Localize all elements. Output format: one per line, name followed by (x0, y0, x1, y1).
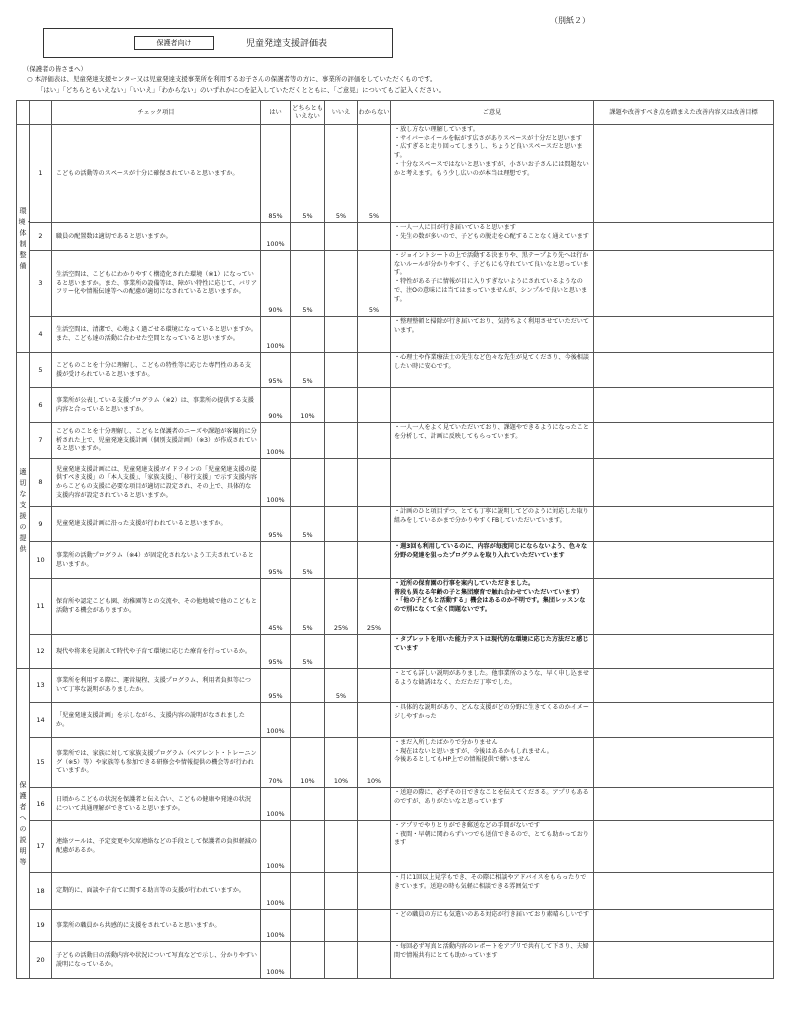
unknown-percent (358, 459, 391, 507)
table-row (17, 423, 774, 459)
unknown-percent (358, 388, 391, 423)
yes-percent: 100% (261, 223, 291, 251)
check-item-text: 事業所の活動プログラム（※4）が固定化されないよう工夫されていると思いますか。 (52, 542, 261, 579)
yes-percent: 100% (261, 423, 291, 459)
item-number: 3 (30, 251, 52, 317)
item-number: 11 (30, 579, 52, 635)
opinion-text: ・週3回も利用しているのに、内容が毎度同じにならないよう、色々な分野の発達を狙ったプログラムを取り入れていただいています (391, 542, 594, 579)
yes-percent: 95% (261, 507, 291, 542)
item-number: 6 (30, 388, 52, 423)
neither-percent (291, 703, 325, 738)
improvement-cell (594, 942, 774, 979)
opinion-text: ・具体的な説明があり、どんな支援がどの分野に生きてくるのかイメージしやすかった (391, 703, 594, 738)
yes-percent: 100% (261, 703, 291, 738)
no-percent (325, 821, 358, 873)
header-improvement: 課題や改善すべき点を踏まえた改善内容又は改善目標 (594, 101, 774, 125)
opinion-text: ・一人一人をよく見ていただいており、課題やできるようになったことを分析して、計画に反映してもらっています。 (391, 423, 594, 459)
no-percent (325, 873, 358, 910)
item-number: 20 (30, 942, 52, 979)
header-unknown: わからない (358, 101, 391, 125)
neither-percent: 5% (291, 542, 325, 579)
document-label: （別紙２） (550, 16, 590, 25)
check-item-text: 事業所では、家族に対して家族支援プログラム（ペアレント・トレーニング（※5）等）や家族等も参加できる研修会や情報提供の機会等が行われていますか。 (52, 738, 261, 788)
check-item-text: 事業所の職員から共感的に支援をされていると思いますか。 (52, 910, 261, 942)
table-row (17, 388, 774, 423)
yes-percent: 70% (261, 738, 291, 788)
check-item-text: 児童発達支援計画には、児童発達支援ガイドラインの「児童発達支援の提供すべき支援」の「本人支援」、「家族支援」、「移行支援」で示す支援内容からこどもの支援に必要な項目が適切に設定され、その上で、具体的な支援内容が設定されていると思いますか。 (52, 459, 261, 507)
opinion-text: ・送迎の際に、必ずその日できなことを伝えてくださる。アプリもあるのですが、ありがたいなと思っています (391, 788, 594, 821)
yes-percent: 100% (261, 459, 291, 507)
unknown-percent (358, 873, 391, 910)
yes-percent: 95% (261, 353, 291, 388)
no-percent (325, 635, 358, 669)
category-label: 適切な支援の提供 (19, 467, 27, 553)
yes-percent: 85% (261, 125, 291, 223)
check-item-text: 「児童発達支援計画」を示しながら、支援内容の説明がなされましたか。 (52, 703, 261, 738)
check-item-text: 児童発達支援計画に沿った支援が行われていると思いますか。 (52, 507, 261, 542)
table-row (17, 738, 774, 788)
opinion-text: ・アプリでやりとりができ郵送などの手間がないです ・夜間・早朝に関わらずいつでも送信できるので、とても助かっております (391, 821, 594, 873)
header-no: いいえ (325, 101, 358, 125)
item-number: 18 (30, 873, 52, 910)
opinion-text: ・月に1回以上見学もでき、その際に相談やアドバイスをもらったりできています。送迎の時も気軽に相談できる雰囲気です (391, 873, 594, 910)
yes-percent: 100% (261, 910, 291, 942)
opinion-text: ・毎回必ず写真と活動内容のレポートをアプリで共有して下さり、夫婦間で情報共有にとても助かっています (391, 942, 594, 979)
neither-percent: 5% (291, 579, 325, 635)
no-percent (325, 388, 358, 423)
improvement-cell (594, 317, 774, 353)
check-item-text: 生活空間は、清潔で、心地よく過ごせる環境になっていると思いますか。また、こども達の活動に合わせた空間となっていると思いますか。 (52, 317, 261, 353)
neither-percent (291, 873, 325, 910)
neither-percent: 5% (291, 635, 325, 669)
unknown-percent: 25% (358, 579, 391, 635)
table-row (17, 125, 774, 223)
item-number: 5 (30, 353, 52, 388)
improvement-cell (594, 910, 774, 942)
opinion-text (391, 459, 594, 507)
improvement-cell (594, 542, 774, 579)
check-item-text: 生活空間は、こどもにわかりやすく構造化された環境（※1）になっていると思いますか。また、事業所の設備等は、障がい特性に応じて、バリアフリー化や情報伝達等への配慮が適切になされていると思いますか。 (52, 251, 261, 317)
no-percent (325, 703, 358, 738)
no-percent (325, 353, 358, 388)
improvement-cell (594, 821, 774, 873)
table-row (17, 873, 774, 910)
table-row (17, 251, 774, 317)
item-number: 12 (30, 635, 52, 669)
yes-percent: 100% (261, 821, 291, 873)
neither-percent: 5% (291, 353, 325, 388)
neither-percent (291, 942, 325, 979)
unknown-percent: 5% (358, 251, 391, 317)
improvement-cell (594, 251, 774, 317)
category-label: 保護者への説明等 (19, 780, 27, 866)
no-percent (325, 507, 358, 542)
no-percent (325, 788, 358, 821)
header-category (17, 101, 30, 125)
unknown-percent (358, 669, 391, 703)
improvement-cell (594, 703, 774, 738)
item-number: 2 (30, 223, 52, 251)
item-number: 1 (30, 125, 52, 223)
yes-percent: 45% (261, 579, 291, 635)
yes-percent: 100% (261, 942, 291, 979)
opinion-text (391, 388, 594, 423)
item-number: 9 (30, 507, 52, 542)
no-percent: 5% (325, 125, 358, 223)
table-row (17, 942, 774, 979)
table-row (17, 669, 774, 703)
no-percent (325, 542, 358, 579)
opinion-text: ・近所の保育園の行事を案内していただきました。 普段も異なる年齢の子と集団療育で触れ合わせていただいています） ・「他の子どもと活動する」機会はあるのか不明です。集団レッスンなので別になくて全く問題ないです。 (391, 579, 594, 635)
check-item-text: 日頃からこどもの状況を保護者と伝え合い、こどもの健康や発達の状況について共通理解ができていると思いますか。 (52, 788, 261, 821)
improvement-cell (594, 459, 774, 507)
no-percent (325, 423, 358, 459)
unknown-percent (358, 821, 391, 873)
unknown-percent: 10% (358, 738, 391, 788)
no-percent (325, 223, 358, 251)
title-box (43, 28, 393, 58)
page-title: 児童発達支援評価表 (246, 39, 328, 49)
opinion-text: ・整理整頓と掃除が行き届いており、気持ちよく利用させていただいています。 (391, 317, 594, 353)
neither-percent: 5% (291, 125, 325, 223)
header-neither: どちらとも いえない (291, 101, 325, 125)
unknown-percent (358, 542, 391, 579)
yes-percent: 100% (261, 873, 291, 910)
opinion-text: ・計画のひと項目ずつ、とても丁寧に説明してどのように対応した取り組みをしているかまで分かりやすくFBしていただいています。 (391, 507, 594, 542)
item-number: 15 (30, 738, 52, 788)
header-row (17, 101, 774, 125)
table-row (17, 703, 774, 738)
audience-tag: 保護者向け (134, 36, 214, 50)
unknown-percent (358, 353, 391, 388)
evaluation-table (16, 100, 774, 979)
item-number: 4 (30, 317, 52, 353)
table-row (17, 459, 774, 507)
table-row (17, 507, 774, 542)
item-number: 10 (30, 542, 52, 579)
improvement-cell (594, 873, 774, 910)
no-percent (325, 910, 358, 942)
no-percent: 25% (325, 579, 358, 635)
check-item-text: こどものことを十分理解し、こどもと保護者のニーズや課題が客観的に分析された上で、児童発達支援計画（個別支援計画）（※3）が作成されていると思いますか。 (52, 423, 261, 459)
neither-percent (291, 423, 325, 459)
check-item-text: 子どもの活動日の活動内容や状況について写真などで示し、分かりやすい説明になっているか。 (52, 942, 261, 979)
opinion-text: ・どの職員の方にも気遣いのある対応が行き届いており素晴らしいです (391, 910, 594, 942)
no-percent (325, 942, 358, 979)
opinion-text: ・心理士や作業療法士の先生など色々な先生が見てくださり、今後相談したい時に安心です。 (391, 353, 594, 388)
header-number (30, 101, 52, 125)
improvement-cell (594, 738, 774, 788)
yes-percent: 100% (261, 788, 291, 821)
improvement-cell (594, 388, 774, 423)
yes-percent: 90% (261, 251, 291, 317)
unknown-percent: 5% (358, 125, 391, 223)
table-row (17, 223, 774, 251)
neither-percent (291, 821, 325, 873)
neither-percent: 5% (291, 507, 325, 542)
item-number: 14 (30, 703, 52, 738)
neither-percent (291, 317, 325, 353)
item-number: 17 (30, 821, 52, 873)
improvement-cell (594, 125, 774, 223)
table-row (17, 579, 774, 635)
item-number: 19 (30, 910, 52, 942)
check-item-text: こどもの活動等のスペースが十分に確保されていると思いますか。 (52, 125, 261, 223)
neither-percent: 10% (291, 738, 325, 788)
yes-percent: 95% (261, 635, 291, 669)
check-item-text: 事業所が公表している支援プログラム（※2）は、事業所の提供する支援内容と合っていると思いますか。 (52, 388, 261, 423)
category-label: 環境・体制整備 (18, 206, 33, 270)
opinion-text: ・一人一人に目が行き届いていると思います ・先生の数が多いので、子どもの脱走を心配することなく通えています (391, 223, 594, 251)
no-percent (325, 251, 358, 317)
yes-percent: 100% (261, 317, 291, 353)
yes-percent: 90% (261, 388, 291, 423)
no-percent: 10% (325, 738, 358, 788)
improvement-cell (594, 507, 774, 542)
neither-percent: 5% (291, 251, 325, 317)
table-row (17, 635, 774, 669)
intro-line: ○ 本評価表は、児童発達支援センター又は児童発達支援事業所を利用するお子さんの保護者等の方に、事業所の評価をしていただくものです。 (27, 75, 437, 83)
check-item-text: こどものことを十分に理解し、こどもの特性等に応じた専門性のある支援が受けられていると思いますか。 (52, 353, 261, 388)
check-item-text: 事業所を利用する際に、運営規程、支援プログラム、利用者負担等について丁寧な説明がありましたか。 (52, 669, 261, 703)
table-row (17, 542, 774, 579)
improvement-cell (594, 635, 774, 669)
header-yes: はい (261, 101, 291, 125)
neither-percent (291, 223, 325, 251)
improvement-cell (594, 423, 774, 459)
unknown-percent (358, 788, 391, 821)
yes-percent: 95% (261, 669, 291, 703)
check-item-text: 現代や将来を見据えて時代や子育て環境に応じた療育を行っているか。 (52, 635, 261, 669)
header-check-item: チェック項目 (52, 101, 261, 125)
unknown-percent (358, 942, 391, 979)
item-number: 7 (30, 423, 52, 459)
no-percent (325, 317, 358, 353)
neither-percent (291, 459, 325, 507)
intro-heading: （保護者の皆さまへ） (23, 65, 87, 73)
opinion-text: ・とても詳しい説明がありました。他事業所のような、早く申し込ませるような勧誘はなく、ただただ丁寧でした。 (391, 669, 594, 703)
header-opinion: ご意見 (391, 101, 594, 125)
unknown-percent (358, 507, 391, 542)
category-cell (17, 669, 30, 979)
improvement-cell (594, 788, 774, 821)
neither-percent: 10% (291, 388, 325, 423)
improvement-cell (594, 223, 774, 251)
improvement-cell (594, 353, 774, 388)
check-item-text: 定期的に、面談や子育てに関する助言等の支援が行われていますか。 (52, 873, 261, 910)
unknown-percent (358, 910, 391, 942)
unknown-percent (358, 223, 391, 251)
no-percent (325, 459, 358, 507)
table-row (17, 788, 774, 821)
opinion-text: ・放し方ない理解しています。 ・サイバーホイールを転がす広さがありスペースが十分だと思います ・広すぎると走り回ってしまうし、ちょうど良いスペースだと思います。 ・十分なスペースではないと思いますが、小さいお子さんには問題ないかと考えます。もう少し広いのが本当は理想です。 (391, 125, 594, 223)
item-number: 8 (30, 459, 52, 507)
check-item-text: 職員の配置数は適切であると思いますか。 (52, 223, 261, 251)
neither-percent (291, 910, 325, 942)
item-number: 16 (30, 788, 52, 821)
category-cell (17, 353, 30, 669)
neither-percent (291, 788, 325, 821)
unknown-percent (358, 317, 391, 353)
improvement-cell (594, 579, 774, 635)
check-item-text: 保育所や認定こども園、幼稚園等との交流や、その他地域で他のこどもと活動する機会がありますか。 (52, 579, 261, 635)
table-row (17, 317, 774, 353)
table-row (17, 353, 774, 388)
yes-percent: 95% (261, 542, 291, 579)
improvement-cell (594, 669, 774, 703)
opinion-text: ・ジョイントシートの上で活動する決まりや、黒テープより先へは行かないルールが分かりやすく、子どもにも守れていて良いなと思っています。 ・特性がある子に情報が目に入りすぎないようにされているようなので、注Oの意味には当てはまっていませんが、シンプルで良いと思います。 (391, 251, 594, 317)
opinion-text: ・まだ入所したばかりで分かりません ・現在はないと思いますが、今後はあるかもしれません。 今後あるとしてもHP上での情報提供で構いません (391, 738, 594, 788)
unknown-percent (358, 423, 391, 459)
item-number: 13 (30, 669, 52, 703)
neither-percent (291, 669, 325, 703)
unknown-percent (358, 635, 391, 669)
check-item-text: 連絡ツールは、予定変更や欠席連絡などの手段として保護者の負担軽減の配慮があるか。 (52, 821, 261, 873)
unknown-percent (358, 703, 391, 738)
intro-line: 「はい」「どちらともいえない」「いいえ」「わからない」のいずれかに○を記入していただくとともに、「ご意見」についてもご記入ください。 (37, 86, 446, 94)
category-cell (17, 125, 33, 353)
table-row (17, 821, 774, 873)
no-percent: 5% (325, 669, 358, 703)
opinion-text: ・タブレットを用いた能力テストは現代的な環境に応じた方法だと感じています (391, 635, 594, 669)
table-row (17, 910, 774, 942)
